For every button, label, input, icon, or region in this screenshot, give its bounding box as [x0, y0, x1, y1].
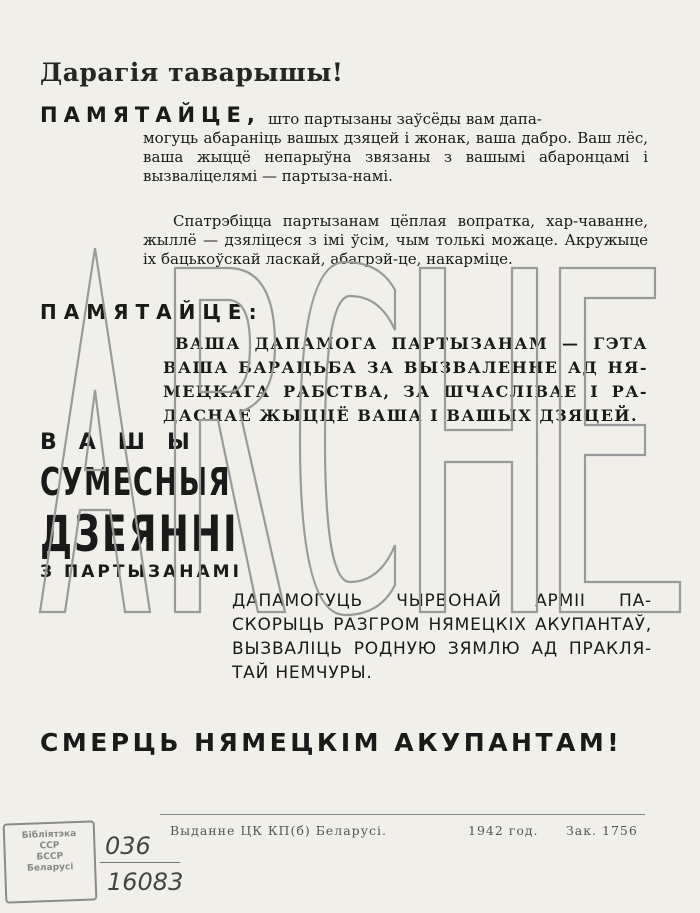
- watermark-letter-c: [300, 262, 395, 615]
- handwritten-number-1: 036: [105, 832, 151, 860]
- stamp-line: БССР: [36, 851, 64, 863]
- imprint-order: Зак. 1756: [566, 823, 638, 838]
- handwritten-divider: [100, 862, 180, 863]
- section3-line3: З ПАРТЫЗАНАМІ: [40, 562, 242, 582]
- imprint-publisher: Выданне ЦК КП(б) Беларусі.: [170, 823, 387, 838]
- stamp-line: Беларусі: [26, 862, 74, 874]
- section1-paragraph2: Спатрэбіцца партызанам цёплая вопратка, хар-чаванне, жыллё — дзяліцеся з імі ўсім, чым толькі можаце. Акружыце іх бацькоўскай ласкай, абагрэй-це, накарміце.: [143, 212, 648, 268]
- stamp-line: ССР: [39, 840, 60, 852]
- section1-body: могуць абараніць вашых дзяцей і жонак, ваша дабро. Ваш лёс, ваша жыццё непарыўна звязаны з вашымі абаронцамі і вызваліцелямі — партыза-намі.: [143, 129, 648, 185]
- section1-lead: што партызаны заўсёды вам дапа-: [268, 110, 542, 128]
- section3-line1: СУМЕСНЫЯ: [40, 460, 232, 504]
- watermark-letter-h: [420, 268, 537, 612]
- imprint-year: 1942 год.: [468, 823, 539, 838]
- archive-stamp: [3, 820, 98, 903]
- handwritten-number-2: 16083: [107, 868, 184, 896]
- imprint-divider: [160, 814, 645, 815]
- section2-body: ВАША ДАПАМОГА ПАРТЫЗАНАМ — ГЭТА ВАША БАРАЦЬБА ЗА ВЫЗВАЛЕННЕ АД НЯ-МЕЦКАГА РАБСТВА, ЗА ШЧАСЛІВАЕ І РА-ДАСНАЕ ЖЫЦЦЁ ВАША І ВАШЫХ ДЗЯЦЕЙ.: [163, 334, 648, 425]
- section2-heading: ПАМЯТАЙЦЕ:: [40, 300, 264, 324]
- watermark-letter-e: [560, 268, 680, 612]
- section3-body: ДАПАМОГУЦЬ ЧЫРВОНАЙ АРМІІ ПА-СКОРЫЦЬ РАЗГРОМ НЯМЕЦКІХ АКУПАНТАЎ, ВЫЗВАЛІЦЬ РОДНУЮ ЗЯМЛЮ АД ПРАКЛЯ-ТАЙ НЕМЧУРЫ.: [232, 591, 652, 683]
- section3-line2: ДЗЕЯННІ: [40, 505, 239, 563]
- greeting-heading: Дарагія таварышы!: [40, 58, 344, 87]
- section1-heading: ПАМЯТАЙЦЕ,: [40, 103, 261, 127]
- stamp-line: Бібліятэка: [21, 829, 77, 841]
- closing-slogan: СМЕРЦЬ НЯМЕЦКІМ АКУПАНТАМ!: [40, 728, 623, 757]
- section3-vashy: ВАШЫ: [40, 430, 212, 455]
